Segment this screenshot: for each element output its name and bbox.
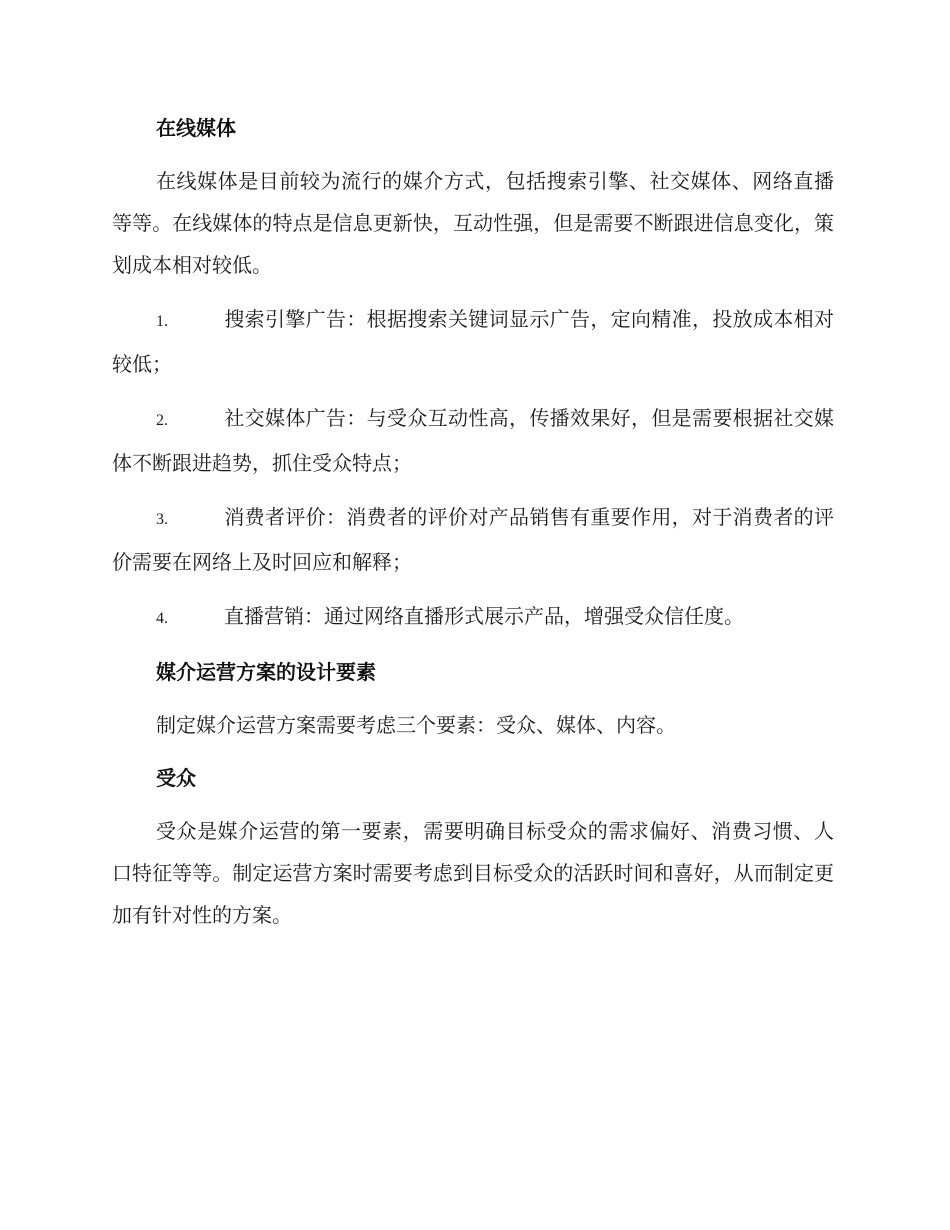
- list-item-number: 2.: [156, 412, 168, 429]
- section-heading-design-elements: 媒介运营方案的设计要素: [156, 660, 376, 684]
- list-item-text: 社交媒体广告：与受众互动性高，传播效果好，但是需要根据社交媒体不断跟进趋势，抓住受众特点；: [112, 406, 834, 475]
- list-item-text: 直播营销：通过网络直播形式展示产品，增强受众信任度。: [224, 604, 744, 628]
- list-item-number: 3.: [156, 511, 168, 528]
- list-item: [112, 496, 834, 583]
- list-item-text: 搜索引擎广告：根据搜索关键词显示广告，定向精准，投放成本相对较低；: [112, 307, 834, 376]
- design-elements-paragraph: 制定媒介运营方案需要考虑三个要素：受众、媒体、内容。: [156, 713, 676, 737]
- audience-paragraph: 受众是媒介运营的第一要素，需要明确目标受众的需求偏好、消费习惯、人口特征等等。制定运营方案时需要考虑到目标受众的活跃时间和喜好，从而制定更加有针对性的方案。: [112, 819, 834, 927]
- section-heading-online-media: 在线媒体: [156, 116, 236, 140]
- list-item: [112, 397, 834, 484]
- list-item: [112, 298, 834, 385]
- list-item: [112, 595, 834, 640]
- section-heading-audience: 受众: [156, 766, 196, 790]
- list-item-number: 1.: [156, 313, 168, 330]
- online-media-intro-paragraph: 在线媒体是目前较为流行的媒介方式，包括搜索引擎、社交媒体、网络直播等等。在线媒体的特点是信息更新快，互动性强，但是需要不断跟进信息变化，策划成本相对较低。: [112, 169, 834, 277]
- list-item-text: 消费者评价：消费者的评价对产品销售有重要作用，对于消费者的评价需要在网络上及时回应和解释；: [112, 505, 834, 574]
- document-content: [112, 108, 834, 948]
- list-item-number: 4.: [156, 610, 168, 627]
